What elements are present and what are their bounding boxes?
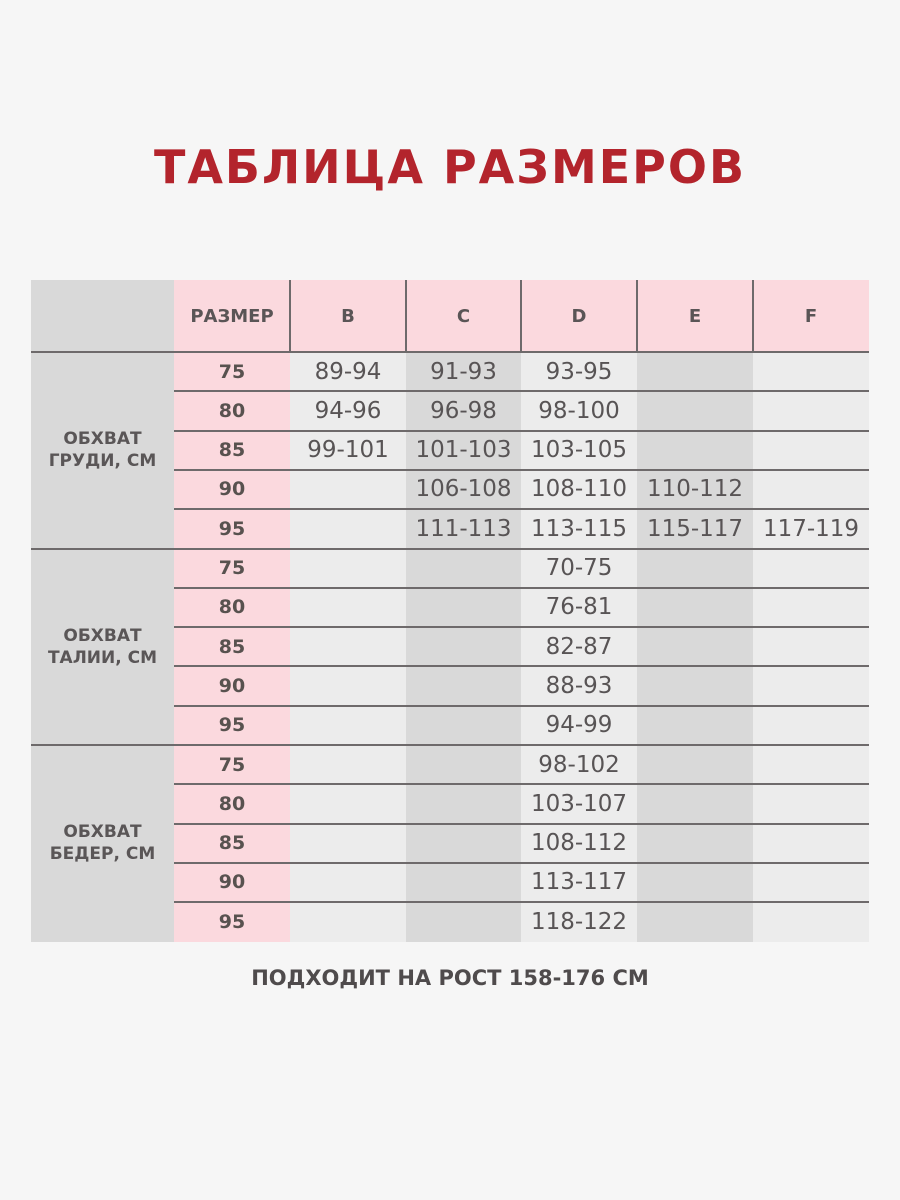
- header-cup-b: B: [290, 280, 406, 352]
- header-cup-d: D: [521, 280, 637, 352]
- measurement-cell: [406, 588, 521, 627]
- measurement-cell: 106-108: [415, 476, 512, 503]
- measurement-cell: [406, 627, 521, 666]
- measurement-cell: 94-99: [545, 712, 613, 739]
- measurement-cell: 89-94: [314, 358, 382, 385]
- divider: [405, 280, 407, 352]
- measurement-cell: [406, 549, 521, 588]
- measurement-cell: [406, 902, 521, 941]
- measurement-cell: [290, 627, 406, 666]
- measurement-cell: 117-119: [762, 515, 860, 542]
- measurement-cell: [406, 706, 521, 745]
- measurement-cell: [753, 588, 869, 627]
- divider: [520, 280, 522, 352]
- measurement-cell: [753, 745, 869, 784]
- measurement-cell: 103-107: [530, 790, 628, 817]
- measurement-cell: [753, 902, 869, 941]
- size-cell: 90: [218, 674, 246, 697]
- measurement-cell: [753, 352, 869, 391]
- measurement-cell: [290, 666, 406, 705]
- measurement-cell: [753, 706, 869, 745]
- group-label: [31, 549, 174, 746]
- measurement-cell: [637, 745, 753, 784]
- size-cell: 95: [218, 714, 246, 737]
- measurement-cell: [637, 627, 753, 666]
- size-cell: 95: [218, 517, 246, 540]
- group-label-line2: ТАЛИИ, СМ: [47, 647, 158, 668]
- measurement-cell: [637, 549, 753, 588]
- measurement-cell: [406, 666, 521, 705]
- measurement-cell: [637, 431, 753, 470]
- measurement-cell: [637, 863, 753, 902]
- measurement-cell: [290, 588, 406, 627]
- group-label-line1: ОБХВАТ: [63, 822, 142, 843]
- header-size: РАЗМЕР: [174, 280, 290, 352]
- measurement-cell: [637, 352, 753, 391]
- measurement-cell: [290, 745, 406, 784]
- measurement-cell: 96-98: [430, 397, 497, 424]
- measurement-cell: 76-81: [545, 594, 613, 621]
- size-cell: 80: [218, 399, 246, 422]
- header-corner: [31, 280, 174, 352]
- measurement-cell: [406, 745, 521, 784]
- measurement-cell: [753, 391, 869, 430]
- group-label: [31, 352, 174, 549]
- measurement-cell: 94-96: [314, 397, 382, 424]
- size-cell: 90: [218, 871, 246, 894]
- measurement-cell: [637, 588, 753, 627]
- measurement-cell: [753, 863, 869, 902]
- measurement-cell: [753, 627, 869, 666]
- measurement-cell: [290, 863, 406, 902]
- size-cell: 85: [218, 439, 246, 462]
- measurement-cell: 101-103: [415, 437, 512, 464]
- measurement-cell: 113-115: [530, 515, 628, 542]
- size-cell: 80: [218, 792, 246, 815]
- measurement-cell: [637, 666, 753, 705]
- height-note: ПОДХОДИТ НА РОСТ 158-176 СМ: [251, 966, 649, 990]
- measurement-cell: [753, 470, 869, 509]
- size-cell: 75: [218, 557, 246, 579]
- header-cup-c: C: [406, 280, 521, 352]
- measurement-cell: 118-122: [530, 908, 628, 935]
- measurement-cell: 91-93: [430, 358, 497, 385]
- measurement-cell: [290, 824, 406, 863]
- size-cell: 75: [218, 753, 246, 776]
- measurement-cell: [637, 706, 753, 745]
- measurement-cell: [290, 509, 406, 548]
- measurement-cell: [753, 784, 869, 823]
- measurement-cell: 108-112: [530, 830, 628, 857]
- divider: [752, 280, 754, 352]
- measurement-cell: 98-100: [538, 397, 620, 424]
- size-cell: 95: [218, 910, 246, 933]
- size-cell: 85: [218, 832, 246, 855]
- measurement-cell: [637, 902, 753, 941]
- group-label-line2: ГРУДИ, СМ: [48, 451, 157, 472]
- measurement-cell: [290, 470, 406, 509]
- measurement-cell: [753, 431, 869, 470]
- measurement-cell: [753, 666, 869, 705]
- measurement-cell: 111-113: [415, 515, 512, 542]
- measurement-cell: 82-87: [545, 633, 613, 660]
- divider: [289, 280, 291, 352]
- measurement-cell: 113-117: [530, 869, 628, 896]
- divider: [636, 280, 638, 352]
- measurement-cell: [753, 549, 869, 588]
- group-label-line2: БЕДЕР, СМ: [49, 844, 156, 865]
- size-cell: 85: [218, 635, 246, 658]
- measurement-cell: 93-95: [545, 358, 613, 385]
- measurement-cell: 99-101: [307, 437, 389, 464]
- measurement-cell: [406, 784, 521, 823]
- measurement-cell: [290, 784, 406, 823]
- measurement-cell: 88-93: [545, 672, 613, 699]
- measurement-cell: [406, 824, 521, 863]
- header-cup-e: E: [637, 280, 753, 352]
- measurement-cell: [290, 706, 406, 745]
- measurement-cell: [290, 549, 406, 588]
- size-cell: 80: [218, 596, 246, 619]
- measurement-cell: [637, 784, 753, 823]
- page-title: ТАБЛИЦА РАЗМЕРОВ: [153, 140, 747, 194]
- measurement-cell: [637, 391, 753, 430]
- measurement-cell: 108-110: [530, 476, 628, 503]
- header-cup-f: F: [753, 280, 869, 352]
- measurement-cell: 70-75: [545, 555, 613, 581]
- group-label-line1: ОБХВАТ: [63, 429, 142, 450]
- measurement-cell: 110-112: [646, 476, 744, 503]
- measurement-cell: 103-105: [530, 437, 628, 464]
- measurement-cell: [290, 902, 406, 941]
- measurement-cell: [637, 824, 753, 863]
- measurement-cell: 98-102: [538, 751, 620, 778]
- group-label-line1: ОБХВАТ: [63, 625, 142, 646]
- measurement-cell: [406, 863, 521, 902]
- group-label: [31, 745, 174, 942]
- measurement-cell: 115-117: [646, 515, 744, 542]
- size-cell: 75: [218, 360, 246, 383]
- size-cell: 90: [218, 478, 246, 501]
- measurement-cell: [753, 824, 869, 863]
